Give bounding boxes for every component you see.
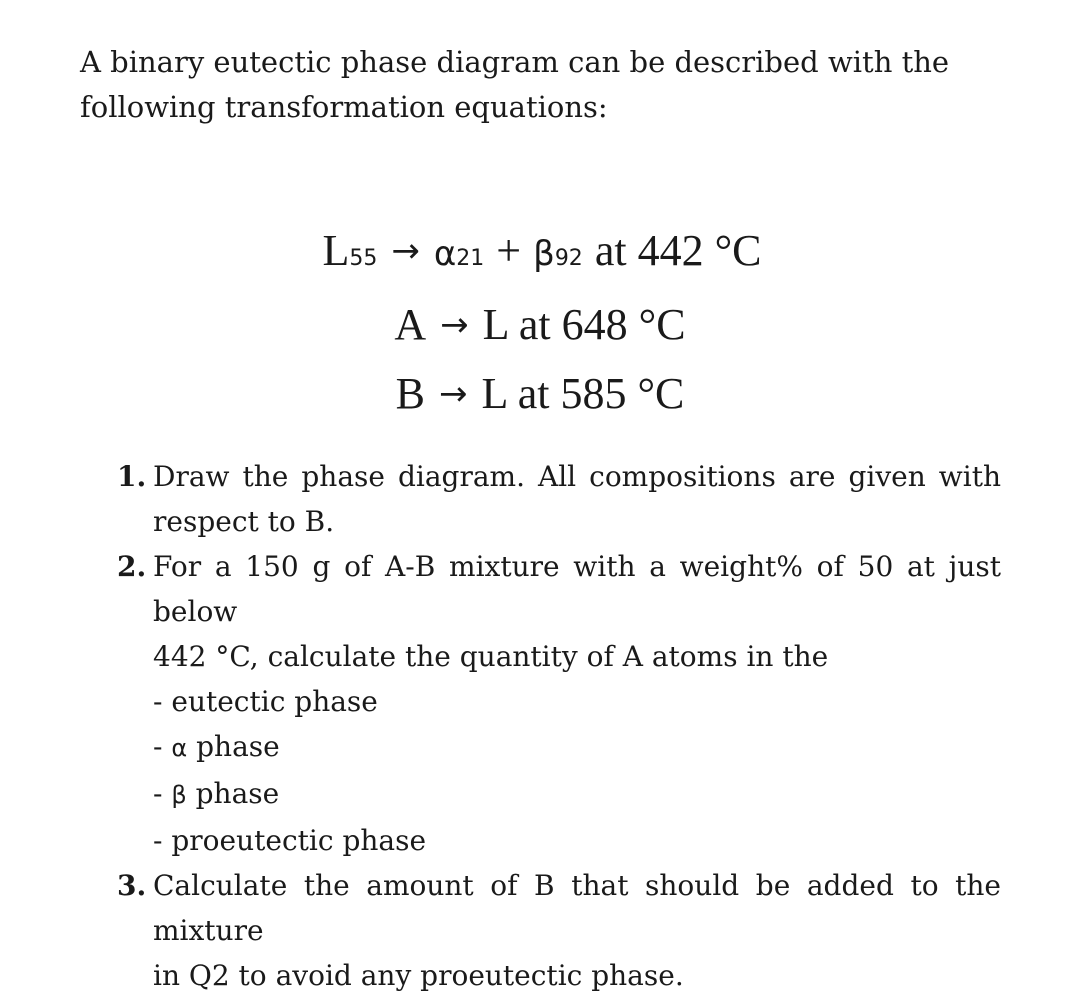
intro-line-1: A binary eutectic phase diagram can be described with the xyxy=(80,45,950,79)
question-text: respect to B. xyxy=(153,505,335,538)
question-2 xyxy=(117,544,1001,863)
list-item xyxy=(153,771,1001,818)
question-1 xyxy=(117,454,1001,544)
question-number: 2. xyxy=(117,550,147,583)
eutectic-temperature: at 442 °C xyxy=(594,226,762,275)
melting-equation-a xyxy=(0,292,1080,361)
right-arrow-icon: → xyxy=(440,305,469,345)
question-text: For a 150 g of A-B mixture with a weight% of 50 at just below xyxy=(153,550,1001,628)
alpha-symbol: α xyxy=(433,234,457,274)
question-text: 442 °C, calculate the quantity of A atoms in the xyxy=(153,640,829,673)
component-b-symbol: B xyxy=(395,369,425,418)
melting-temperature-a: L at 648 °C xyxy=(482,300,686,349)
transformation-equations xyxy=(0,218,1080,430)
list-item-text: phase xyxy=(196,730,280,763)
bullet-dash: - xyxy=(153,730,163,763)
intro-paragraph xyxy=(80,40,1000,130)
intro-line-2: following transformation equations: xyxy=(80,90,608,124)
alpha-symbol: α xyxy=(171,734,188,762)
alpha-composition: 21 xyxy=(456,246,485,271)
beta-symbol: β xyxy=(171,781,187,809)
liquid-composition: 55 xyxy=(349,246,378,271)
beta-composition: 92 xyxy=(554,246,583,271)
list-item-text: phase xyxy=(195,777,280,810)
list-item-text: eutectic phase xyxy=(171,685,378,718)
question-text: Calculate the amount of B that should be added to the mixture xyxy=(153,869,1001,947)
question-3 xyxy=(117,863,1001,998)
eutectic-equation xyxy=(0,218,1080,292)
list-item xyxy=(153,679,1001,724)
question-text: Draw the phase diagram. All compositions are given with xyxy=(153,460,1001,493)
bullet-dash: - xyxy=(153,777,163,810)
right-arrow-icon: → xyxy=(438,374,468,414)
question-number: 3. xyxy=(117,869,147,902)
melting-equation-b xyxy=(0,361,1080,430)
right-arrow-icon: → xyxy=(391,231,420,271)
plus-sign: + xyxy=(496,226,522,275)
melting-temperature-b: L at 585 °C xyxy=(481,369,685,418)
list-item-text: proeutectic phase xyxy=(171,824,427,857)
question-list xyxy=(117,454,1001,998)
list-item xyxy=(153,818,1001,863)
component-a-symbol: A xyxy=(394,300,427,349)
bullet-dash: - xyxy=(153,824,163,857)
list-item xyxy=(153,724,1001,771)
question-number: 1. xyxy=(117,460,147,493)
question-text: in Q2 to avoid any proeutectic phase. xyxy=(153,959,684,992)
bullet-dash: - xyxy=(153,685,163,718)
liquid-symbol: L xyxy=(322,226,350,275)
beta-symbol: β xyxy=(533,234,555,274)
